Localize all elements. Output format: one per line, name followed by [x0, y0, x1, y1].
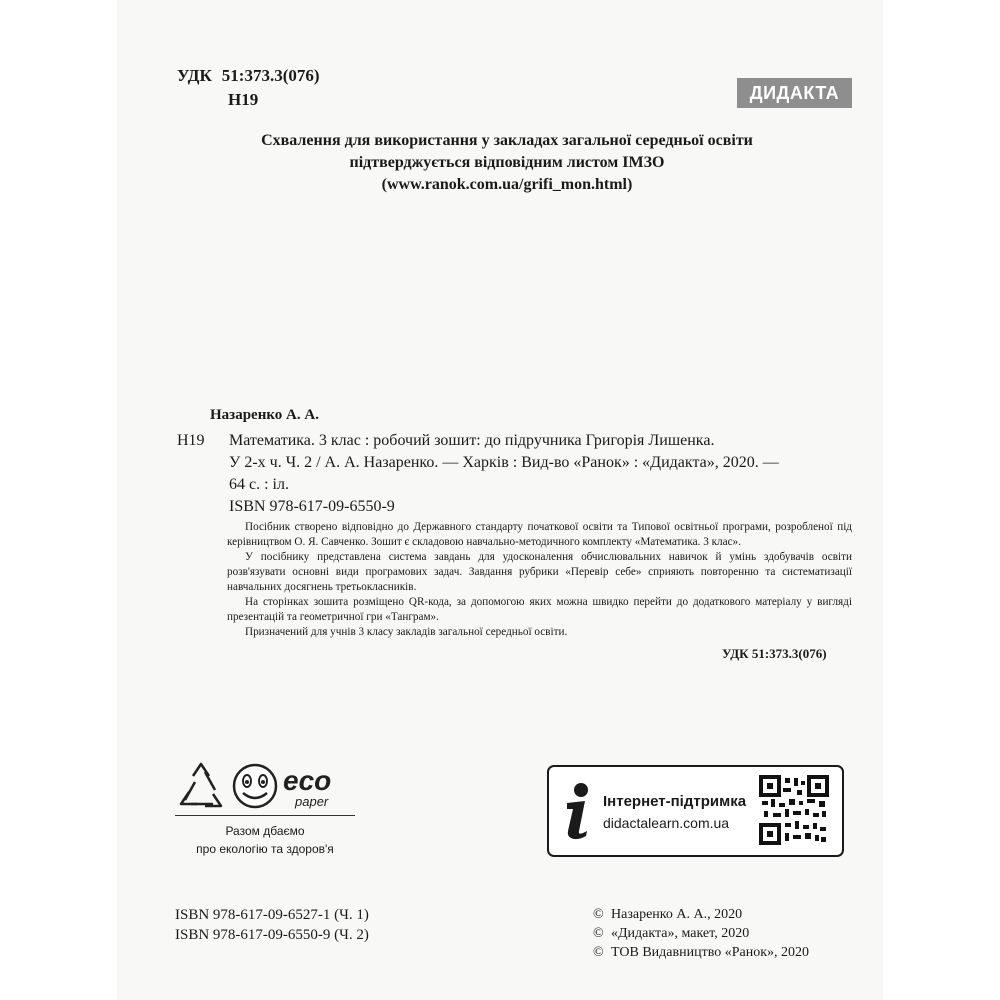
copyright-symbol: ©: [593, 926, 604, 941]
annotation-paragraph-1: Посібник створено відповідно до Державного стандарту початкової освіти та Типової освітньої програми, розробленої під керівництвом О. Я. Савченко. Зошит є складовою навчально-методичного комплекту «Математика. 3 клас».: [227, 521, 852, 548]
isbn-part-1: ISBN 978-617-09-6527-1 (Ч. 1): [175, 907, 369, 923]
approval-line-3: (www.ranok.com.ua/grifi_mon.html): [381, 176, 633, 193]
copyright-line-1: © Назаренко А. А., 2020: [593, 907, 743, 922]
udk-header: [177, 66, 320, 86]
annotation: [227, 520, 852, 640]
catalog-index: Н19: [228, 90, 259, 109]
copyright-line-3: © ТОВ Видавництво «Ранок», 2020: [593, 945, 809, 960]
qr-code-icon[interactable]: [759, 775, 829, 845]
isbn-block: [175, 905, 369, 945]
approval-line-2: підтверджується відповідним листом ІМЗО: [349, 154, 665, 171]
approval-line-1: Схвалення для використання у закладах загальної середньої освіти: [261, 132, 753, 149]
copyright-block: [593, 905, 809, 962]
copyright-symbol: ©: [593, 945, 604, 960]
biblio-line-1: Математика. 3 клас : робочий зошит: до підручника Григорія Лишенка.: [229, 432, 715, 449]
author-name: Назаренко А. А.: [210, 407, 319, 423]
eco-caption: [175, 822, 355, 858]
eco-logo-sub: paper: [295, 794, 329, 809]
eco-logo-graphic: [175, 760, 355, 815]
brand-logo: ДИДАКТА: [737, 78, 852, 108]
biblio-line-3: 64 с. : іл.: [229, 476, 289, 493]
smiley-icon: [234, 765, 276, 807]
support-url[interactable]: didactalearn.com.ua: [603, 815, 730, 831]
isbn-part-2: ISBN 978-617-09-6550-9 (Ч. 2): [175, 927, 369, 943]
approval-notice: [207, 130, 807, 196]
annotation-udk: УДК 51:373.3(076): [722, 646, 827, 661]
document-page: [117, 0, 883, 1000]
support-title: Інтернет-підтримка: [603, 793, 747, 810]
udk-label: УДК: [177, 66, 212, 85]
eco-caption-line-1: Разом дбаємо: [225, 824, 305, 838]
copyright-line-2: © «Дидакта», макет, 2020: [593, 926, 750, 941]
udk-code: 51:373.3(076): [221, 66, 320, 85]
recycle-icon: [181, 764, 221, 806]
eco-caption-line-2: про екологію та здоров'я: [196, 842, 334, 856]
eco-logo-word: eco: [283, 765, 332, 796]
biblio-index: Н19: [177, 432, 205, 449]
annotation-paragraph-2: У посібнику представлена система завдань для удосконалення обчислювальних навичок й умінь здобувачів освіти розв'язувати основні види програмових задач. Завдання рубрики «Перевір себе» сприяють повторенню та систематизації навчальних досягнень третьокласників.: [227, 551, 852, 593]
info-icon: [559, 781, 597, 841]
internet-support-box[interactable]: [547, 765, 844, 857]
eco-divider: [175, 815, 355, 816]
annotation-paragraph-3: На сторінках зошита розміщено QR-кода, за допомогою яких можна швидко перейти до додаткового матеріалу у вигляді презентацій та геометричної гри «Танграм».: [227, 596, 852, 623]
biblio-isbn: ISBN 978-617-09-6550-9: [229, 498, 395, 515]
annotation-paragraph-4: Призначений для учнів 3 класу закладів загальної середньої освіти.: [245, 626, 568, 638]
biblio-line-2: У 2-х ч. Ч. 2 / А. А. Назаренко. — Харків : Вид-во «Ранок» : «Дидакта», 2020. —: [229, 454, 779, 471]
copyright-symbol: ©: [593, 907, 604, 922]
